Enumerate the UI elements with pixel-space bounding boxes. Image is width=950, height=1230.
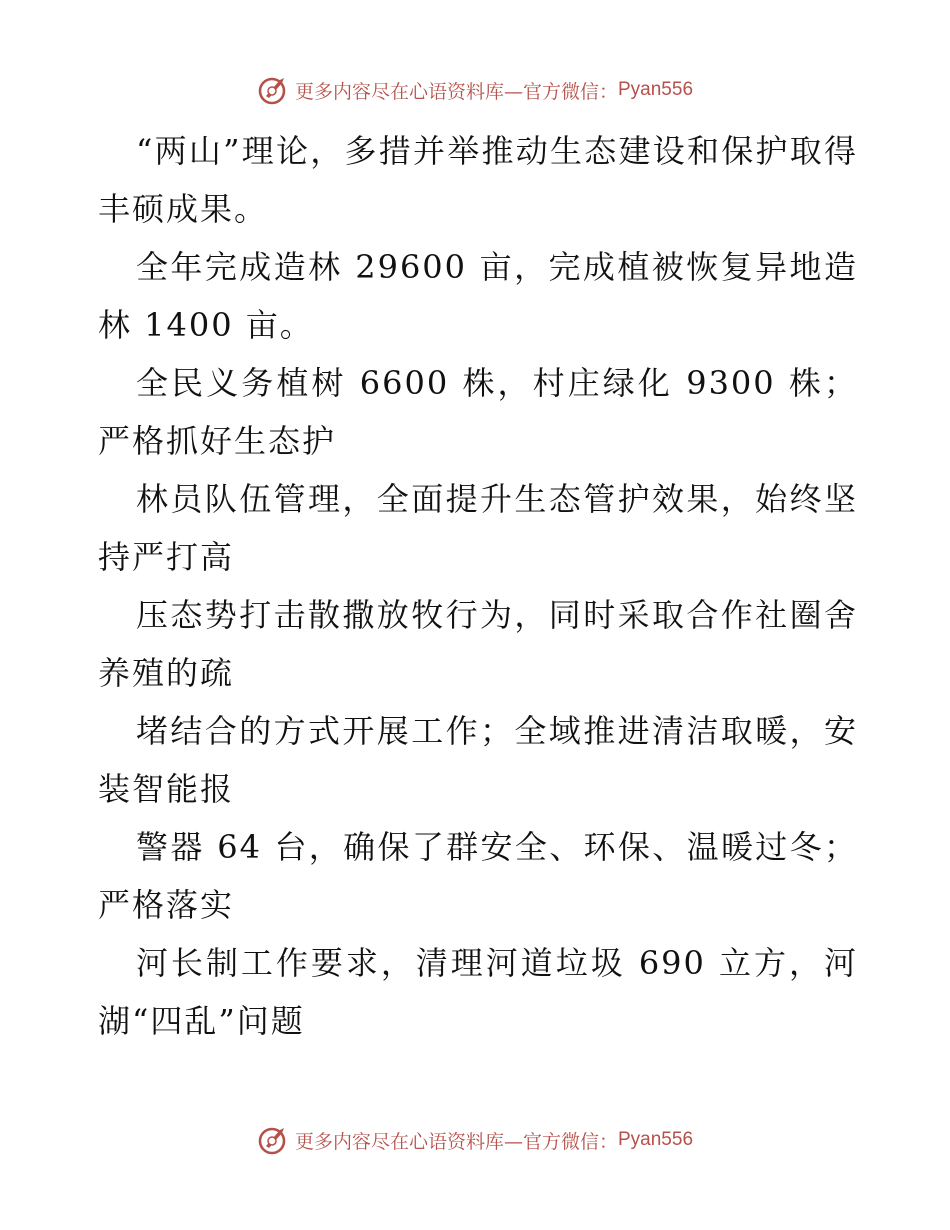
watermark-site-text: 更多内容尽在心语资料库—: [294, 1130, 523, 1153]
paragraph: 警器 64 台，确保了群安全、环保、温暖过冬；严格落实: [98, 828, 858, 924]
watermark-brand: [257, 1124, 693, 1156]
paragraph: 全年完成造林 29600 亩，完成植被恢复异地造林 1400 亩。: [98, 248, 858, 344]
watermark-wechat-label: 官方微信：: [522, 1130, 618, 1153]
paragraph: 全民义务植树 6600 株，村庄绿化 9300 株；严格抓好生态护: [98, 364, 858, 460]
paragraph: “两山”理论，多措并举推动生态建设和保护取得丰硕成果。: [98, 132, 858, 228]
watermark-brand: [257, 74, 693, 106]
header-watermark: [0, 74, 950, 111]
watermark-wechat-id: Pyan556: [618, 79, 694, 100]
paragraph: 河长制工作要求，清理河道垃圾 690 立方，河湖“四乱”问题: [98, 944, 858, 1040]
quill-pen-circle-icon: [257, 1124, 289, 1156]
watermark-wechat-id: Pyan556: [618, 1129, 694, 1150]
document-body: [98, 122, 858, 1050]
quill-pen-circle-icon: [257, 74, 289, 106]
paragraph: 堵结合的方式开展工作；全域推进清洁取暖，安装智能报: [98, 712, 858, 808]
paragraph: 压态势打击散撒放牧行为，同时采取合作社圈舍养殖的疏: [98, 596, 858, 692]
watermark-site-text: 更多内容尽在心语资料库—: [294, 80, 523, 103]
paragraph: 林员队伍管理，全面提升生态管护效果，始终坚持严打高: [98, 480, 858, 576]
watermark-wechat-label: 官方微信：: [522, 80, 618, 103]
footer-watermark: [0, 1124, 950, 1161]
